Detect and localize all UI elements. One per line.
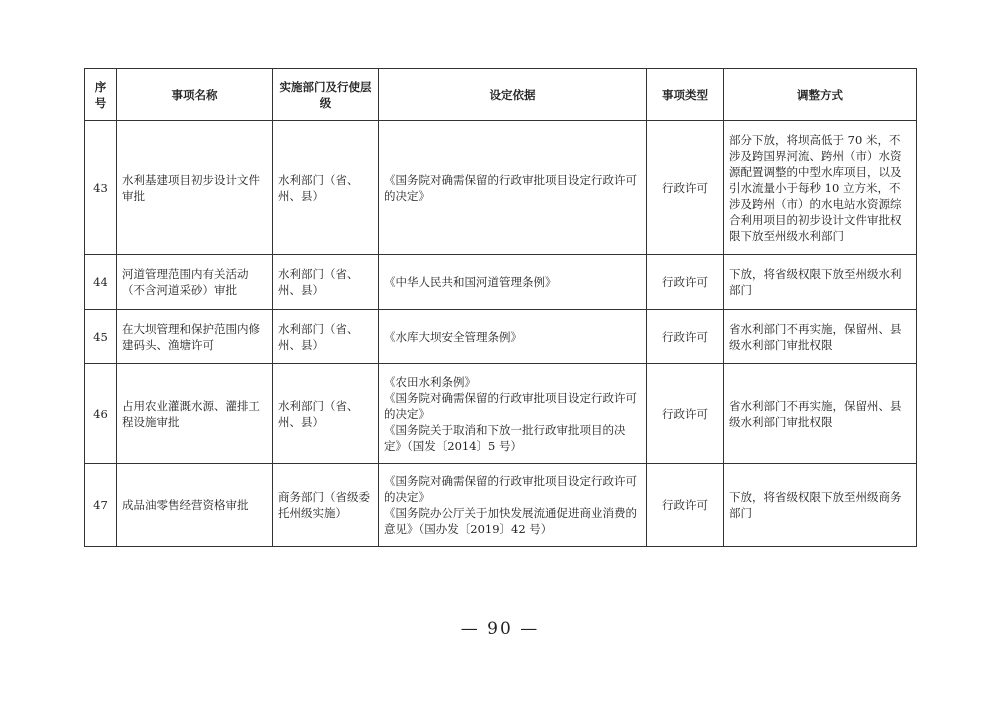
adjust-method: 部分下放，将坝高低于 70 米，不涉及跨国界河流、跨州（市）水资源配置调整的中型水库项目，以及引水流量小于每秒 10 立方米，不涉及跨州（市）的水电站水资源综合利用项目的初步设计文件审批权限下放至州级水利部门 <box>724 121 917 255</box>
header-adjust: 调整方式 <box>724 69 917 121</box>
item-type: 行政许可 <box>647 310 724 364</box>
row-number: 47 <box>85 464 117 547</box>
header-basis: 设定依据 <box>379 69 647 121</box>
item-name: 成品油零售经营资格审批 <box>117 464 273 547</box>
table-row <box>85 364 917 464</box>
legal-basis <box>379 310 647 364</box>
item-type: 行政许可 <box>647 364 724 464</box>
item-type: 行政许可 <box>647 255 724 310</box>
header-type: 事项类型 <box>647 69 724 121</box>
item-type: 行政许可 <box>647 464 724 547</box>
legal-basis <box>379 121 647 255</box>
basis-line: 《国务院对确需保留的行政审批项目设定行政许可的决定》 <box>384 390 637 421</box>
basis-line: 《国务院关于取消和下放一批行政审批项目的决定》（国发〔2014〕5 号） <box>384 422 626 453</box>
adjust-method: 下放，将省级权限下放至州级水利部门 <box>724 255 917 310</box>
legal-basis <box>379 464 647 547</box>
approval-items-table <box>84 68 917 547</box>
implementing-dept: 水利部门（省、州、县） <box>273 364 379 464</box>
page-number: — 90 — <box>460 619 540 639</box>
header-name: 事项名称 <box>117 69 273 121</box>
item-name: 占用农业灌溉水源、灌排工程设施审批 <box>117 364 273 464</box>
table-row <box>85 255 917 310</box>
item-name: 水利基建项目初步设计文件审批 <box>117 121 273 255</box>
basis-line: 《国务院办公厅关于加快发展流通促进商业消费的意见》（国办发〔2019〕42 号） <box>384 506 637 536</box>
item-name: 在大坝管理和保护范围内修建码头、渔塘许可 <box>117 310 273 364</box>
basis-line: 《中华人民共和国河道管理条例》 <box>384 275 557 289</box>
basis-line: 《农田水利条例》 <box>384 374 476 389</box>
row-number: 43 <box>85 121 117 255</box>
implementing-dept: 水利部门（省、州、县） <box>273 255 379 310</box>
adjust-method: 省水利部门不再实施，保留州、县级水利部门审批权限 <box>724 310 917 364</box>
table-row <box>85 310 917 364</box>
row-number: 45 <box>85 310 117 364</box>
header-dept: 实施部门及行使层级 <box>273 69 379 121</box>
legal-basis <box>379 255 647 310</box>
row-number: 46 <box>85 364 117 464</box>
item-name: 河道管理范围内有关活动（不含河道采砂）审批 <box>117 255 273 310</box>
header-no: 序号 <box>85 69 117 121</box>
row-number: 44 <box>85 255 117 310</box>
adjust-method: 下放，将省级权限下放至州级商务部门 <box>724 464 917 547</box>
basis-line: 《水库大坝安全管理条例》 <box>384 329 522 344</box>
legal-basis <box>379 364 647 464</box>
table-row <box>85 464 917 547</box>
table-header-row <box>85 69 917 121</box>
item-type: 行政许可 <box>647 121 724 255</box>
implementing-dept: 水利部门（省、州、县） <box>273 310 379 364</box>
table-row <box>85 121 917 255</box>
implementing-dept: 商务部门（省级委托州级实施） <box>273 464 379 547</box>
basis-line: 《国务院对确需保留的行政审批项目设定行政许可的决定》 <box>384 474 637 504</box>
adjust-method: 省水利部门不再实施，保留州、县级水利部门审批权限 <box>724 364 917 464</box>
basis-line: 《国务院对确需保留的行政审批项目设定行政许可的决定》 <box>384 172 637 203</box>
implementing-dept: 水利部门（省、州、县） <box>273 121 379 255</box>
